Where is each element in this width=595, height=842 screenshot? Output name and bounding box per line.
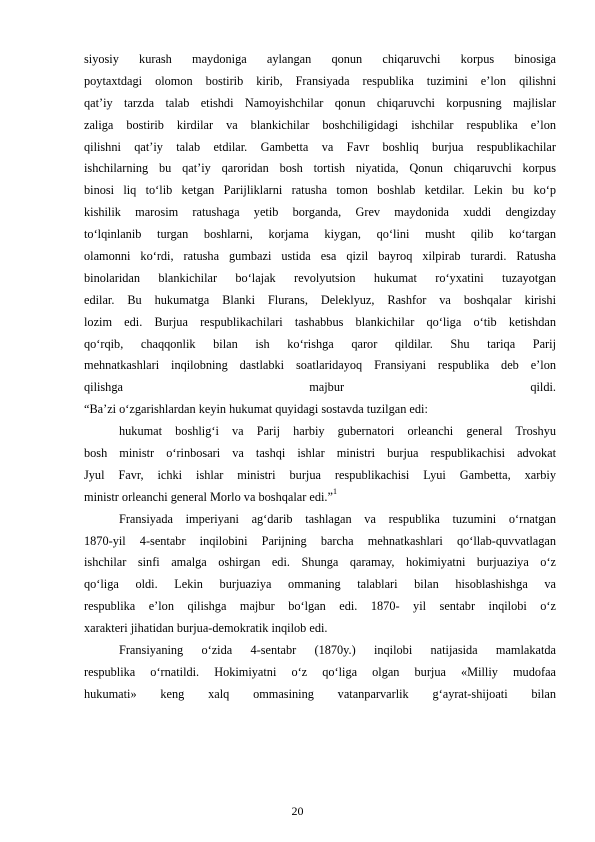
document-body: [84, 49, 556, 706]
text-line: [84, 487, 556, 509]
text-line: [84, 399, 556, 421]
line-text: Fransiyada imperiyani ag‘darib tashlagan va respublika tuzumini o‘rnatgan: [119, 511, 556, 526]
line-text: qo‘liga oldi. Lekin burjuaziya ommaning talablari bilan hisoblashishga va: [84, 577, 556, 592]
line-text: Fransiyaning o‘zida 4-sentabr (1870y.) inqilobi natijasida mamlakatda: [119, 643, 556, 658]
line-text: respublika o‘rnatildi. Hokimiyatni o‘z qo‘liga olgan burjua «Milliy mudofaa: [84, 664, 556, 679]
line-text: edilar. Bu hukumatga Blanki Flurans, Deleklyuz, Rashfor va boshqalar kirishi: [84, 292, 556, 307]
line-text: qat’iy tarzda talab etishdi Namoyishchilar qonun chiqaruvchi korpusning majlislar: [84, 95, 556, 110]
text-line: [84, 377, 556, 399]
line-text: hukumati» keng xalq ommasining vatanparvarlik g‘ayrat-shijoati bilan: [84, 686, 556, 701]
line-text: poytaxtdagi olomon bostirib kirib, Fransiyada respublika tuzimini e’lon qilishni: [84, 73, 556, 88]
text-line: [84, 531, 556, 553]
text-line: [84, 158, 556, 180]
text-line: [84, 465, 556, 487]
page-number: 20: [291, 804, 304, 818]
text-line: [84, 93, 556, 115]
line-text: ishchilarning bu qat’iy qaroridan bosh tortish niyatida, Qonun chiqaruvchi korpus: [84, 161, 556, 176]
line-text: binosi liq to‘lib ketgan Parijliklarni ratusha tomon boshlab ketdilar. Lekin bu ko‘p: [84, 183, 556, 198]
text-line: [84, 312, 556, 334]
text-line: [84, 355, 556, 377]
text-line: [84, 180, 556, 202]
line-text: bosh ministr o‘rinbosari va tashqi ishlar ministri burjua respublikachisi advokat: [84, 446, 556, 461]
line-text: respublika e’lon qilishga majbur bo‘lgan edi. 1870- yil sentabr inqilobi o‘z: [84, 599, 556, 614]
text-line: [84, 640, 556, 662]
text-line: [84, 290, 556, 312]
text-line: [84, 443, 556, 465]
text-line: [84, 596, 556, 618]
line-text: ishchilar sinfi amalga oshirgan edi. Shunga qaramay, hokimiyatni burjuaziya o‘z: [84, 555, 556, 570]
text-line: [84, 137, 556, 159]
text-line: [84, 574, 556, 596]
line-text: “Ba’zi o‘zgarishlardan keyin hukumat quyidagi sostavda tuzilgan edi:: [84, 402, 428, 417]
text-line: [84, 224, 556, 246]
footnote-marker: 1: [332, 486, 337, 496]
line-text: kishilik marosim ratushaga yetib borganda, Grev maydonida xuddi dengizday: [84, 205, 556, 220]
text-line: [84, 268, 556, 290]
line-text: qilishga majbur qildi.: [84, 380, 556, 395]
line-text: olamonni ko‘rdi, ratusha gumbazi ustida esa qizil bayroq xilpirab turardi. Ratusha: [84, 249, 556, 264]
line-text: xarakteri jihatidan burjua-demokratik inqilob edi.: [84, 621, 328, 636]
text-line: [84, 71, 556, 93]
line-text: 1870-yil 4-sentabr inqilobini Parijning barcha mehnatkashlari qo‘llab-quvvatlagan: [84, 533, 556, 548]
text-line: [84, 334, 556, 356]
text-line: [84, 509, 556, 531]
line-text: to‘lqinlanib turgan boshlarni, korjama kiygan, qo‘lini musht qilib ko‘targan: [84, 227, 556, 242]
line-text: ministr orleanchi general Morlo va boshqalar edi.”: [84, 489, 333, 504]
line-text: lozim edi. Burjua respublikachilari tashabbus blankichilar qo‘liga o‘tib ketishdan: [84, 314, 556, 329]
line-text: hukumat boshlig‘i va Parij harbiy gubernatori orleanchi general Troshyu: [119, 424, 556, 439]
text-line: [84, 202, 556, 224]
line-text: binolaridan blankichilar bo‘lajak revolyutsion hukumat ro‘yxatini tuzayotgan: [84, 270, 556, 285]
text-line: [84, 618, 556, 640]
text-line: [84, 115, 556, 137]
line-text: Jyul Favr, ichki ishlar ministri burjua respublikachisi Lyui Gambetta, xarbiy: [84, 467, 556, 482]
text-line: [84, 246, 556, 268]
line-text: qo‘rqib, chaqqonlik bilan ish ko‘rishga qaror qildilar. Shu tariqa Parij: [84, 336, 556, 351]
text-line: [84, 49, 556, 71]
line-text: mehnatkashlari inqilobning dastlabki soatlaridayoq Fransiyani respublika deb e’lon: [84, 358, 556, 373]
text-line: [84, 552, 556, 574]
text-line: [84, 684, 556, 706]
line-text: siyosiy kurash maydoniga aylangan qonun chiqaruvchi korpus binosiga: [84, 52, 556, 66]
text-line: [84, 421, 556, 443]
text-line: [84, 662, 556, 684]
line-text: zaliga bostirib kirdilar va blankichilar boshchiligidagi ishchilar respublika e’lon: [84, 117, 556, 132]
line-text: qilishni qat’iy talab etdilar. Gambetta va Favr boshliq burjua respublikachilar: [84, 139, 556, 154]
